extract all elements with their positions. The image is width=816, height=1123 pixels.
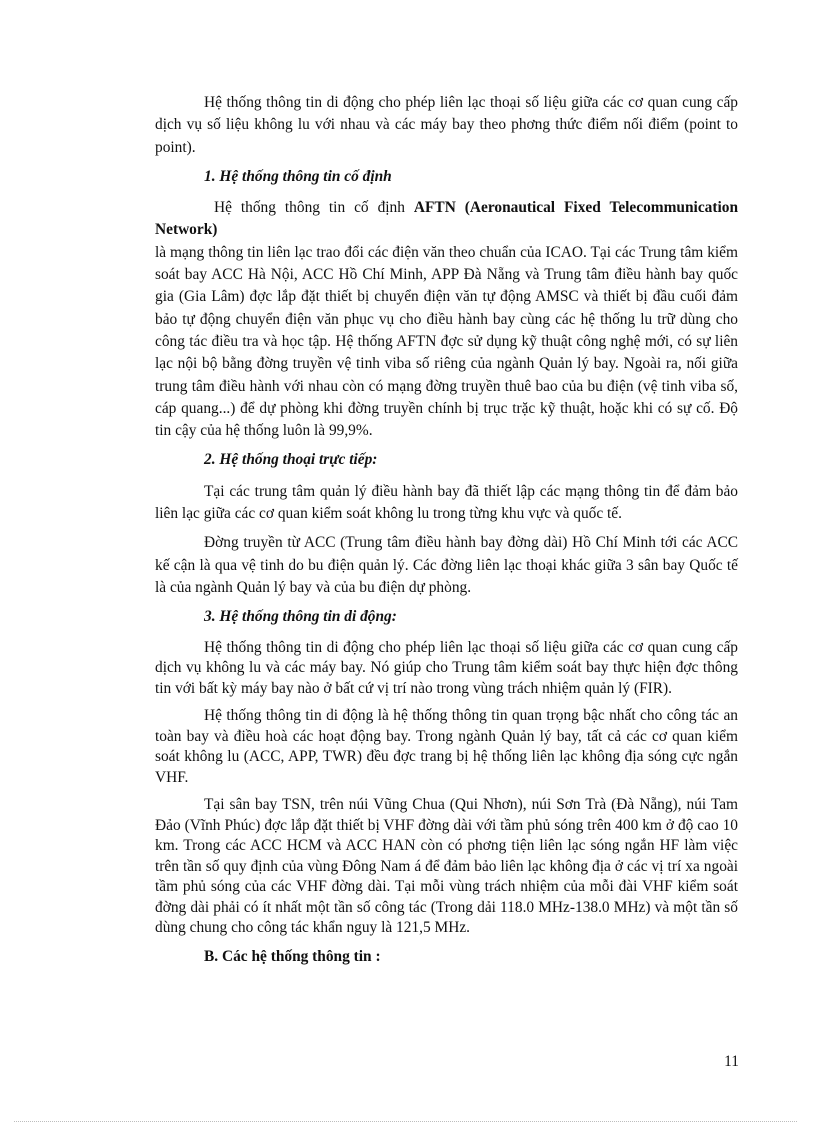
section-1-body: là mạng thông tin liên lạc trao đổi các điện văn theo chuẩn của ICAO. Tại các Trung tâm kiểm soát bay ACC Hà Nội, ACC Hồ Chí Minh, APP Đà Nẵng và Trung tâm điều hành bay quốc gia (Gia Lâm) đợc lắp đặt thiết bị chuyển điện văn tự động AMSC và thiết bị đầu cuối đảm bảo tự động chuyển điện văn phục vụ cho điều hành bay cùng các hệ thống lu trữ dùng cho công tác điều tra và học tập. Hệ thống AFTN đợc sử dụng kỹ thuật công nghệ mới, có sự liên lạc nội bộ bằng đờng truyền vệ tinh viba số riêng của ngành Quản lý bay. Ngoài ra, nối giữa trung tâm điều hành với nhau còn có mạng đờng truyền thuê bao của bu điện (vệ tinh viba số, cáp quang...) để dự phòng khi đờng truyền chính bị trục trặc kỹ thuật, hoặc khi có sự cố. Độ tin cậy của hệ thống luôn là 99,9%. bbox=[155, 243, 738, 440]
intro-paragraph: Hệ thống thông tin di động cho phép liên lạc thoại số liệu giữa các cơ quan cung cấp dịch vụ số liệu không lu với nhau và các máy bay theo phơng thức điểm nối điểm (point to point). bbox=[155, 94, 738, 156]
section-1-lead-line bbox=[155, 197, 738, 242]
section-3-heading: 3. Hệ thống thông tin di động: bbox=[204, 608, 397, 626]
section-1-lead: Hệ thống thông tin cố định bbox=[214, 199, 405, 217]
section-3-paragraph-2: Hệ thống thông tin di động là hệ thống thông tin quan trọng bậc nhất cho công tác an toàn bay và điều hoà các hoạt động bay. Trong ngành Quản lý bay, tất cả các cơ quan kiểm soát không lu (ACC, APP, TWR) đều đợc trang bị hệ thống liên lạc không địa sóng cực ngắn VHF. bbox=[155, 707, 738, 786]
section-2-paragraph-2: Đờng truyền từ ACC (Trung tâm điều hành bay đờng dài) Hồ Chí Minh tới các ACC kế cận là qua vệ tinh do bu điện quản lý. Các đờng liên lạc thoại khác giữa 3 sân bay Quốc tế là của ngành Quản lý bay và của bu điện dự phòng. bbox=[155, 534, 738, 596]
section-1-heading: 1. Hệ thống thông tin cố định bbox=[204, 167, 392, 185]
section-b-heading: B. Các hệ thống thông tin : bbox=[204, 947, 381, 965]
footer-divider bbox=[14, 1121, 797, 1122]
document-page bbox=[155, 92, 738, 977]
aftn-term: AFTN (Aeronautical Fixed Telecommunication Network) bbox=[155, 199, 739, 239]
section-2-paragraph-1: Tại các trung tâm quản lý điều hành bay đã thiết lập các mạng thông tin để đảm bảo liên lạc giữa các cơ quan kiểm soát không lu trong từng khu vực và quốc tế. bbox=[155, 482, 738, 523]
section-2-heading: 2. Hệ thống thoại trực tiếp: bbox=[204, 451, 378, 469]
section-3-paragraph-3: Tại sân bay TSN, trên núi Vũng Chua (Qui Nhơn), núi Sơn Trà (Đà Nẵng), núi Tam Đảo (Vĩnh Phúc) đợc lắp đặt thiết bị VHF đờng dài với tầm phủ sóng trên 400 km ở độ cao 10 km. Trong các ACC HCM và ACC HAN còn có phơng tiện liên lạc sóng ngắn HF làm việc trên tần số quy định của vùng Đông Nam á để đảm bảo liên lạc không địa ở các vị trí xa ngoài tầm phủ sóng của các VHF đờng dài. Tại mỗi vùng trách nhiệm của mỗi đài VHF kiểm soát đờng dài phải có ít nhất một tần số công tác (Trong dải 118.0 MHz-138.0 MHz) và một tần số dùng chung cho công tác khẩn nguy là 121,5 MHz. bbox=[155, 796, 738, 937]
page-number: 11 bbox=[724, 1053, 739, 1070]
section-3-paragraph-1: Hệ thống thông tin di động cho phép liên lạc thoại số liệu giữa các cơ quan cung cấp dịch vụ không lu và các máy bay. Nó giúp cho Trung tâm kiểm soát bay thực hiện đợc thông tin với bất kỳ máy bay nào ở bất cứ vị trí nào trong vùng trách nhiệm quản lý (FIR). bbox=[155, 638, 738, 697]
